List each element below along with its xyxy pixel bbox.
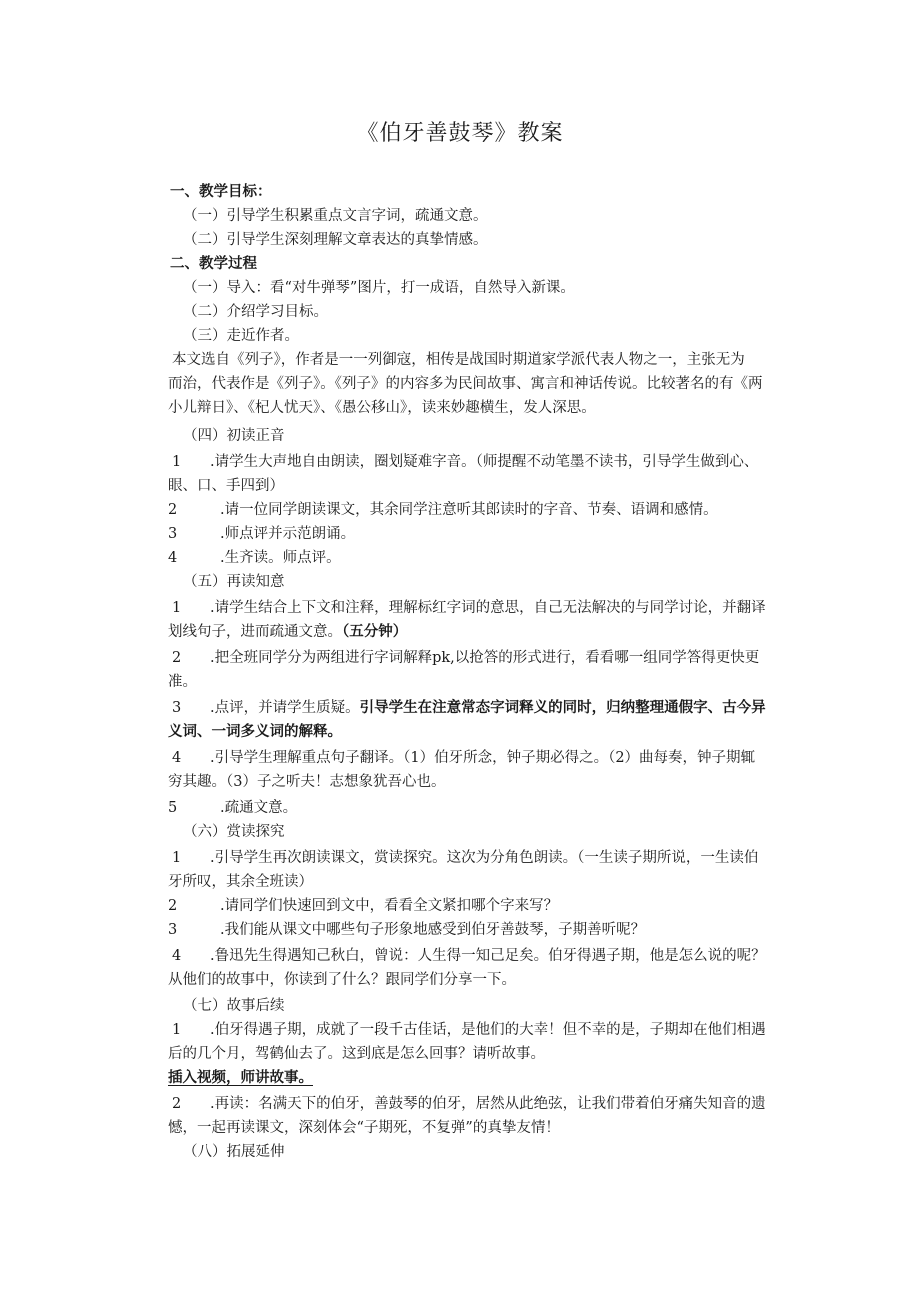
section-heading-objectives: 一、教学目标：	[170, 183, 272, 200]
author-paragraph-line-3: 小儿辩日》、《杞人忧天》、《愚公移山》，读来妙趣横生，发人深思。	[168, 400, 596, 416]
item-text: .疏通文意。	[220, 800, 298, 816]
item-text: .我们能从课文中哪些句子形象地感受到伯牙善鼓琴，子期善听呢？	[220, 922, 646, 938]
item-text: .请学生大声地自由朗读，圈划疑难字音。（师提醒不动笔墨不读书，引导学生做到心、	[210, 454, 759, 470]
item-text: .点评，并请学生质疑。	[210, 700, 360, 716]
reading-item-4	[168, 546, 341, 570]
meaning-item-2-line-2: 准。	[168, 674, 197, 690]
item-text: .生齐读。师点评。	[220, 550, 341, 566]
emphasis-text: 引导学生在注意常态字词释义的同时，归纳整理通假字、古今异	[359, 699, 766, 716]
item-number: 5	[168, 800, 178, 816]
item-number: 2	[168, 502, 178, 518]
reading-item-3	[168, 522, 355, 546]
appreciation-item-3	[168, 918, 645, 942]
reading-item-1-line-1	[172, 450, 758, 474]
appreciation-item-4-line-1	[172, 944, 766, 968]
meaning-item-3-line-1	[172, 696, 766, 720]
item-number: 2	[172, 650, 182, 666]
item-text: .请一位同学朗读课文，其余同学注意听其郎读时的字音、节奏、语调和感情。	[220, 502, 718, 518]
appreciation-item-1-line-1	[172, 846, 758, 870]
meaning-item-4-line-2: 穷其趣。（3）子之听夫！志想象犹吾心也。	[168, 774, 446, 790]
item-number: 4	[172, 948, 182, 964]
process-step-3: （三）走近作者。	[183, 328, 299, 344]
item-number: 1	[172, 454, 182, 470]
appreciation-item-2	[168, 894, 558, 918]
item-text: .引导学生再次朗读课文，赏读探究。这次为分角色朗读。（一生读子期所说，一生读伯	[210, 850, 759, 866]
reading-item-1-line-2: 眼、口、手四到）	[168, 478, 284, 494]
objective-1: （一）引导学生积累重点文言字词，疏通文意。	[183, 208, 488, 224]
story-item-1-line-2: 后的几个月，驾鹤仙去了。这到底是怎么回事？请听故事。	[168, 1046, 545, 1062]
video-note: 插入视频，师讲故事。	[168, 1069, 313, 1086]
meaning-item-1-line-2	[168, 620, 407, 644]
item-text: .请学生结合上下文和注释，理解标红字词的意思，自己无法解决的与同学讨论，并翻译	[210, 600, 766, 616]
meaning-item-1-line-1	[172, 596, 766, 620]
item-text: .师点评并示范朗诵。	[220, 526, 356, 542]
page-title: 《伯牙善鼓琴》教案	[356, 121, 564, 146]
item-text: .把全班同学分为两组进行字词解释pk,以抢答的形式进行，看看哪一组同学答得更快更	[210, 650, 760, 666]
subsection-heading-6: （六）赏读探究	[183, 824, 285, 840]
subsection-heading-8: （八）拓展延伸	[183, 1144, 285, 1160]
item-text: .伯牙得遇子期，成就了一段千古佳话，是他们的大幸！但不幸的是，子期却在他们相遇	[210, 1022, 766, 1038]
item-text: .再读：名满天下的伯牙，善鼓琴的伯牙，居然从此绝弦，让我们带着伯牙痛失知音的遗	[210, 1096, 766, 1112]
meaning-item-4-line-1	[172, 746, 755, 770]
process-step-2: （二）介绍学习目标。	[183, 304, 328, 320]
appreciation-item-1-line-2: 牙所叹，其余全班读）	[168, 874, 313, 890]
reading-item-2	[168, 498, 718, 522]
item-text: .鲁迅先生得遇知己秋白，曾说：人生得一知己足矣。伯牙得遇子期，他是怎么说的呢？	[210, 948, 766, 964]
objective-2: （二）引导学生深刻理解文章表达的真挚情感。	[183, 232, 488, 248]
item-number: 4	[168, 550, 178, 566]
meaning-item-5	[168, 796, 297, 820]
item-text: .请同学们快速回到文中，看看全文紧扣哪个字来写？	[220, 898, 559, 914]
meaning-item-3-line-2: 义词、一词多义词的解释。	[168, 723, 342, 740]
story-item-2-line-2: 憾，一起再读课文，深刻体会“子期死，不复弹”的真挚友情！	[168, 1120, 560, 1136]
subsection-heading-5: （五）再读知意	[183, 574, 285, 590]
item-number: 1	[172, 1022, 182, 1038]
story-item-2-line-1	[172, 1092, 766, 1116]
section-heading-process: 二、教学过程	[170, 255, 257, 272]
item-number: 2	[172, 1096, 182, 1112]
item-text: .引导学生理解重点句子翻译。（1）伯牙所念，钟子期必得之。（2）曲每奏，钟子期辄	[210, 750, 756, 766]
item-number: 2	[168, 898, 178, 914]
appreciation-item-4-line-2: 从他们的故事中，你读到了什么？跟同学们分享一下。	[168, 972, 516, 988]
item-number: 1	[172, 600, 182, 616]
time-note: （五分钟）	[342, 623, 408, 640]
item-number: 3	[168, 526, 178, 542]
item-number: 1	[172, 850, 182, 866]
subsection-heading-4: （四）初读正音	[183, 428, 285, 444]
meaning-item-2-line-1	[172, 646, 759, 670]
item-text: 划线句子，进而疏通文意。	[168, 624, 342, 640]
author-paragraph-line-1: 本文选自《列子》，作者是一一列御寇，相传是战国时期道家学派代表人物之一，主张无为	[172, 352, 745, 368]
author-paragraph-line-2: 而治，代表作是《列子》。《列子》的内容多为民间故事、寓言和神话传说。比较著名的有《两	[168, 376, 763, 392]
story-item-1-line-1	[172, 1018, 766, 1042]
item-number: 4	[172, 750, 182, 766]
item-number: 3	[168, 922, 178, 938]
subsection-heading-7: （七）故事后续	[183, 998, 285, 1014]
item-number: 3	[172, 700, 182, 716]
process-step-1: （一）导入：看“对牛弹琴”图片，打一成语，自然导入新课。	[183, 280, 575, 296]
